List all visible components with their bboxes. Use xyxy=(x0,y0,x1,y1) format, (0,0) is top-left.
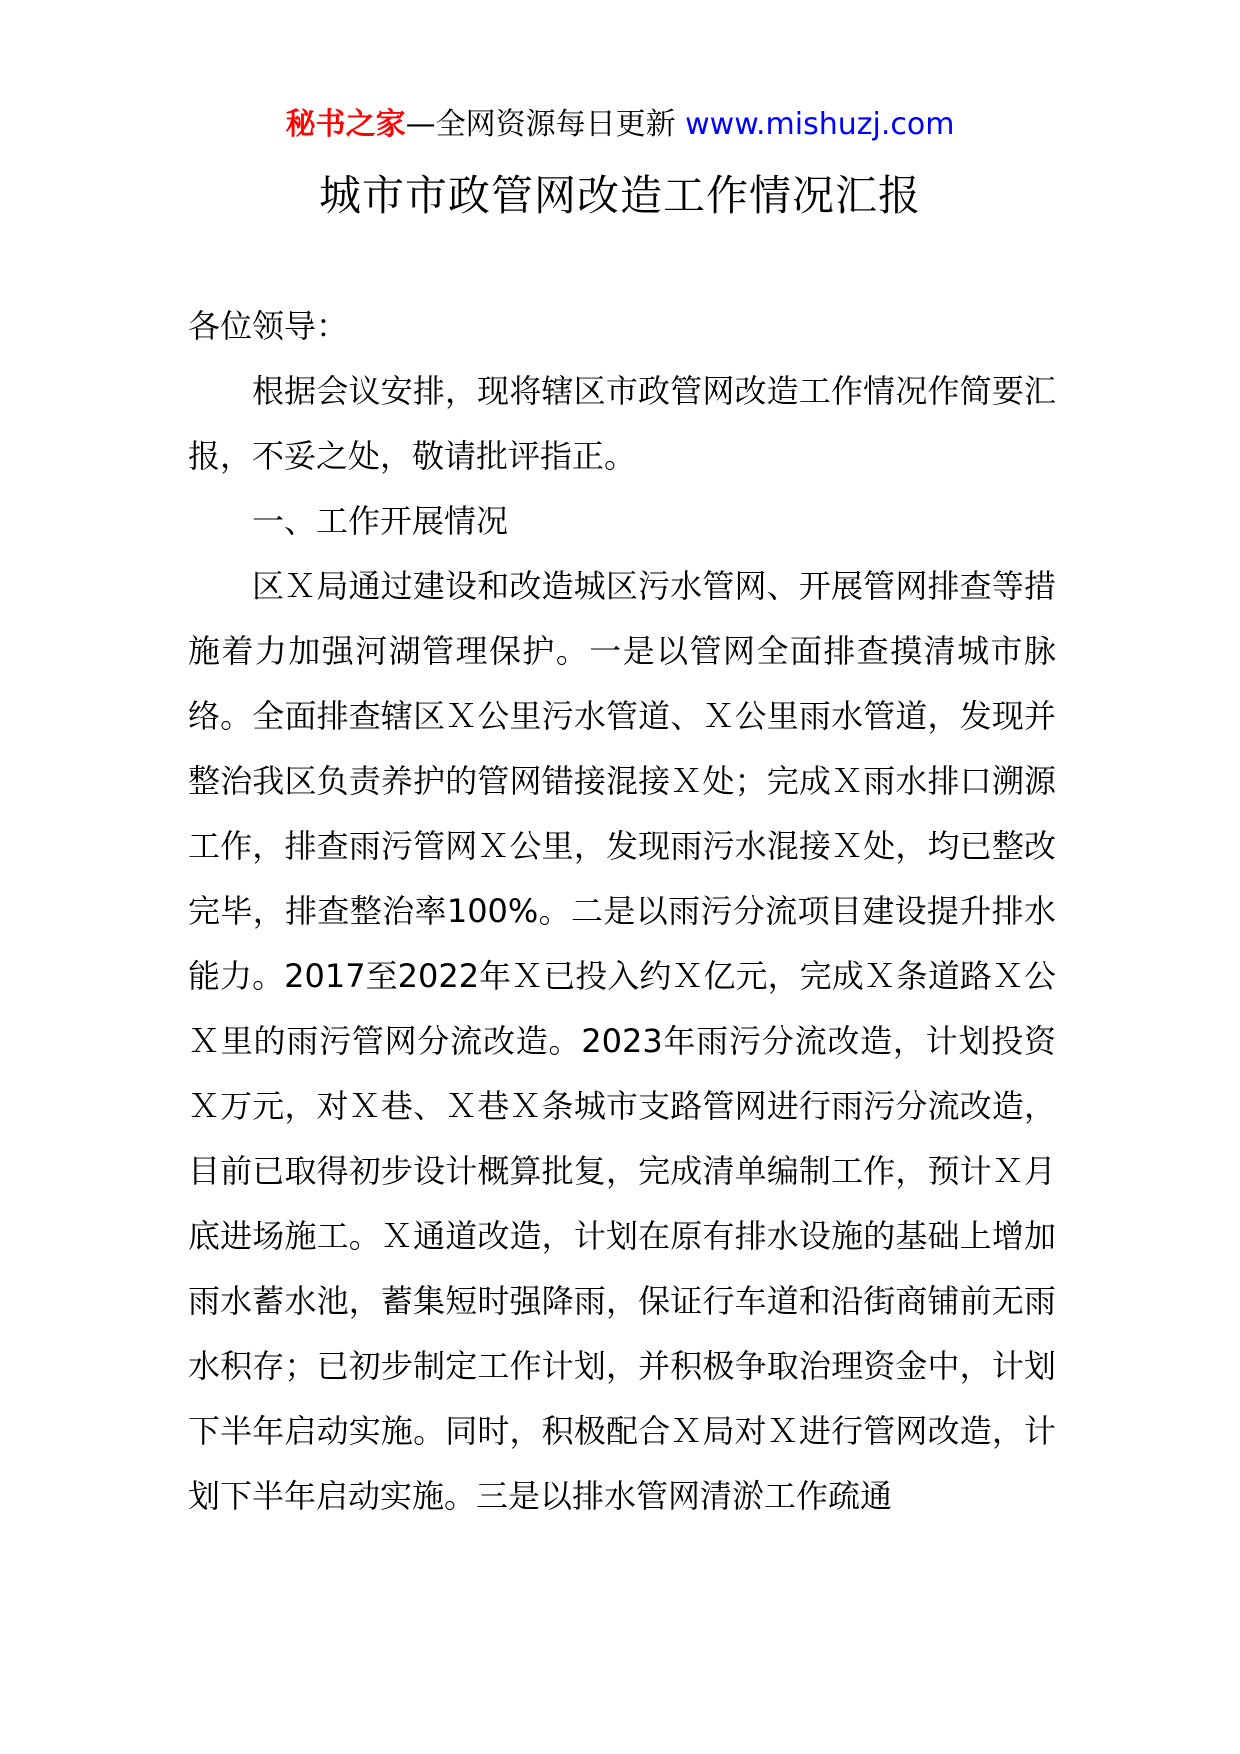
site-banner xyxy=(0,104,1240,146)
work-progress-paragraph: 区Ｘ局通过建设和改造城区污水管网、开展管网排查等措施着力加强河湖管理保护。一是以管网全面排查摸清城市脉络。全面排查辖区Ｘ公里污水管道、Ｘ公里雨水管道，发现并整治我区负责养护的管网错接混接Ｘ处；完成Ｘ雨水排口溯源工作，排查雨污管网Ｘ公里，发现雨污水混接Ｘ处，均已整改完毕，排查整治率100%。二是以雨污分流项目建设提升排水能力。2017至2022年Ｘ已投入约Ｘ亿元，完成Ｘ条道路Ｘ公Ｘ里的雨污管网分流改造。2023年雨污分流改造，计划投资Ｘ万元，对Ｘ巷、Ｘ巷Ｘ条城市支路管网进行雨污分流改造，目前已取得初步设计概算批复，完成清单编制工作，预计Ｘ月底进场施工。Ｘ通道改造，计划在原有排水设施的基础上增加雨水蓄水池，蓄集短时强降雨，保证行车道和沿街商铺前无雨水积存；已初步制定工作计划，并积极争取治理资金中，计划下半年启动实施。同时，积极配合Ｘ局对Ｘ进行管网改造，计划下半年启动实施。三是以排水管网清淤工作疏通 xyxy=(188,567,1056,1515)
section-heading: 一、工作开展情况 xyxy=(252,502,509,540)
salutation: 各位领导： xyxy=(188,307,349,345)
document-body xyxy=(188,294,1056,1529)
document-title: 城市市政管网改造工作情况汇报 xyxy=(318,171,921,220)
banner-slogan: —全网资源每日更新 xyxy=(405,107,676,142)
banner-brand: 秘书之家 xyxy=(285,107,406,142)
banner-url[interactable]: www.mishuzj.com xyxy=(685,107,955,142)
intro-paragraph: 根据会议安排，现将辖区市政管网改造工作情况作简要汇报，不妥之处，敬请批评指正。 xyxy=(188,372,1056,475)
